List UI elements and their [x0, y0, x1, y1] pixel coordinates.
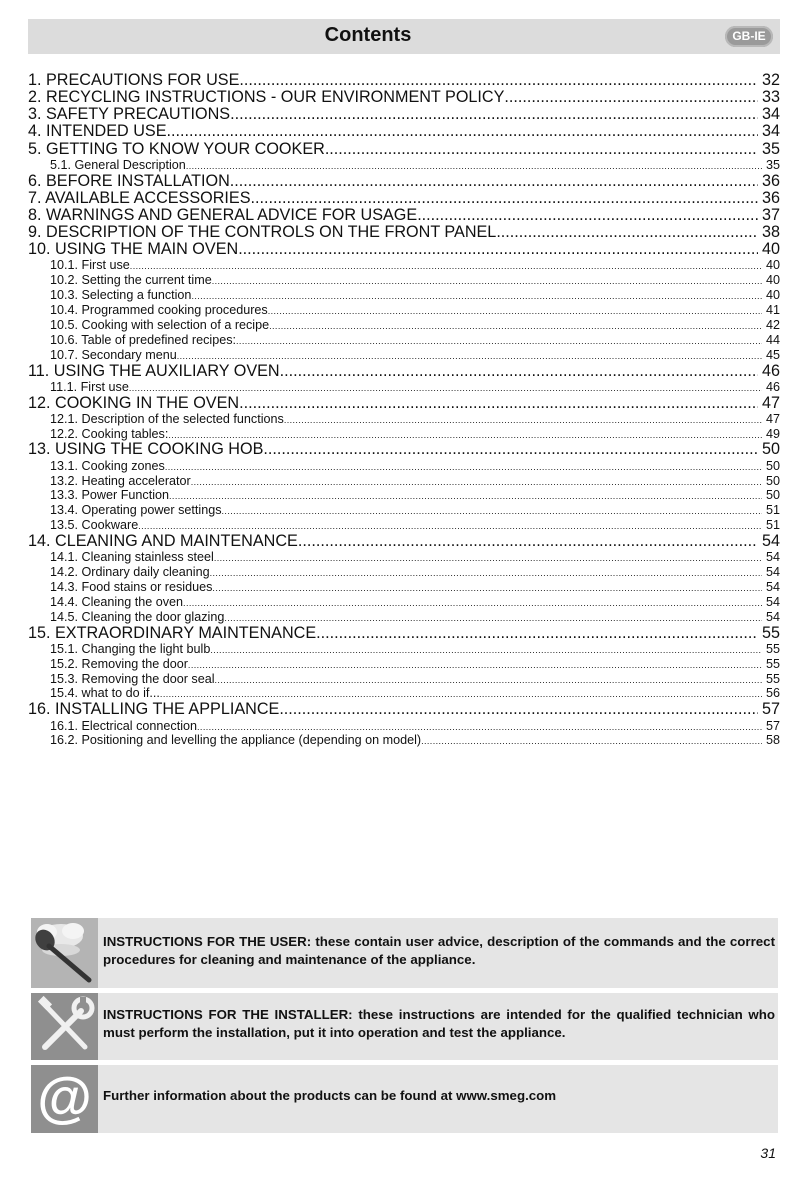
toc-chapter-entry[interactable]: [28, 241, 780, 258]
toc-entry-page: 36: [761, 172, 780, 190]
toc-entry-page: 32: [761, 72, 780, 89]
toc-dot-leader: [268, 303, 762, 318]
toc-dot-leader: [212, 273, 762, 288]
toc-entry-title: 13.2. Heating accelerator: [50, 473, 191, 488]
toc-dot-leader: [186, 158, 762, 173]
toc-entry-page: 50: [765, 488, 780, 503]
toc-dot-leader: [230, 106, 758, 123]
toc-entry-title: 13.3. Power Function: [50, 488, 170, 503]
toc-entry-page: 50: [765, 473, 780, 488]
toc-entry-page: 54: [761, 533, 780, 551]
toc-chapter-entry[interactable]: [28, 173, 780, 190]
toc-dot-leader: [188, 657, 762, 672]
toc-entry-title: 3. SAFETY PRECAUTIONS: [28, 106, 231, 124]
toc-entry-title: 6. BEFORE INSTALLATION: [28, 172, 230, 190]
toc-dot-leader: [280, 363, 758, 380]
toc-entry-title: 16.1. Electrical connection: [50, 718, 198, 733]
toc-entry-title: 15.3. Removing the door seal: [50, 671, 215, 686]
toc-section-entry[interactable]: [28, 503, 780, 518]
toc-entry-page: 51: [765, 518, 780, 533]
toc-entry-title: 4. INTENDED USE: [28, 123, 167, 141]
toc-chapter-entry[interactable]: [28, 207, 780, 224]
toc-section-entry[interactable]: [28, 412, 780, 427]
toc-entry-page: 35: [765, 157, 780, 172]
toc-entry-title: 5. GETTING TO KNOW YOUR COOKER: [28, 140, 325, 158]
toc-dot-leader: [316, 625, 758, 642]
table-of-contents: [28, 72, 780, 748]
installer-instructions-box: [31, 993, 778, 1060]
toc-section-entry[interactable]: [28, 488, 780, 503]
user-instructions-box: [31, 918, 778, 988]
toc-section-entry[interactable]: [28, 427, 780, 442]
toc-chapter-entry[interactable]: [28, 224, 780, 241]
toc-chapter-entry[interactable]: [28, 533, 780, 550]
toc-entry-title: 10.3. Selecting a function: [50, 288, 192, 303]
toc-dot-leader: [130, 258, 762, 273]
toc-entry-page: 54: [765, 594, 780, 609]
toc-dot-leader: [421, 733, 762, 748]
toc-section-entry[interactable]: [28, 686, 780, 701]
toc-section-entry[interactable]: [28, 288, 780, 303]
toc-section-entry[interactable]: [28, 518, 780, 533]
toc-entry-title: 9. DESCRIPTION OF THE CONTROLS ON THE FRONT PANEL: [28, 224, 497, 242]
toc-entry-title: 10.6. Table of predefined recipes:: [50, 332, 237, 347]
page-number: 31: [760, 1145, 776, 1161]
toc-entry-title: 10.5. Cooking with selection of a recipe: [50, 317, 270, 332]
toc-entry-page: 40: [765, 258, 780, 273]
toc-chapter-entry[interactable]: [28, 190, 780, 207]
toc-entry-title: 8. WARNINGS AND GENERAL ADVICE FOR USAGE: [28, 206, 418, 224]
toc-section-entry[interactable]: [28, 380, 780, 395]
toc-entry-page: 55: [765, 641, 780, 656]
toc-dot-leader: [496, 224, 758, 241]
toc-dot-leader: [183, 595, 762, 610]
toc-dot-leader: [210, 642, 762, 657]
toc-section-entry[interactable]: [28, 733, 780, 748]
toc-entry-page: 41: [765, 302, 780, 317]
toc-entry-title: 12. COOKING IN THE OVEN: [28, 394, 240, 412]
toc-dot-leader: [215, 672, 762, 687]
toc-dot-leader: [263, 441, 758, 458]
toc-entry-page: 42: [765, 317, 780, 332]
toc-dot-leader: [251, 190, 758, 207]
toc-dot-leader: [239, 72, 758, 89]
toc-entry-title: 15.4. what to do if...: [50, 686, 160, 701]
toc-entry-title: 16. INSTALLING THE APPLIANCE: [28, 701, 280, 719]
toc-dot-leader: [160, 686, 762, 701]
toc-entry-title: 5.1. General Description: [50, 157, 186, 172]
page-title: Contents: [324, 24, 412, 46]
toc-section-entry[interactable]: [28, 459, 780, 474]
toc-entry-page: 56: [765, 686, 780, 701]
toc-chapter-entry[interactable]: [28, 701, 780, 718]
installer-instructions-text: INSTRUCTIONS FOR THE INSTALLER: these instructions are intended for the qualified technician who must perform the installation, put it into operation and test the appliance.: [103, 1007, 775, 1040]
toc-section-entry[interactable]: [28, 333, 780, 348]
toc-entry-title: 10.7. Secondary menu: [50, 347, 177, 362]
toc-dot-leader: [224, 610, 762, 625]
toc-section-entry[interactable]: [28, 550, 780, 565]
toc-chapter-entry[interactable]: [28, 625, 780, 642]
toc-section-entry[interactable]: [28, 580, 780, 595]
toc-section-entry[interactable]: [28, 273, 780, 288]
toc-entry-title: 13.5. Cookware: [50, 518, 139, 533]
toc-dot-leader: [177, 348, 762, 363]
toc-entry-title: 14.5. Cleaning the door glazing: [50, 609, 225, 624]
toc-entry-title: 13. USING THE COOKING HOB: [28, 441, 264, 459]
toc-entry-title: 7. AVAILABLE ACCESSORIES: [28, 189, 251, 207]
toc-entry-title: 13.4. Operating power settings: [50, 503, 222, 518]
toc-section-entry[interactable]: [28, 158, 780, 173]
tools-icon: [31, 993, 98, 1060]
toc-entry-title: 16.2. Positioning and levelling the appliance (depending on model): [50, 733, 422, 748]
toc-chapter-entry[interactable]: [28, 123, 780, 140]
toc-dot-leader: [238, 241, 758, 258]
chef-spoon-icon: [31, 918, 98, 988]
toc-entry-title: 10. USING THE MAIN OVEN: [28, 241, 239, 259]
at-sign-icon: @: [31, 1065, 98, 1133]
toc-dot-leader: [212, 580, 762, 595]
toc-entry-page: 40: [765, 288, 780, 303]
toc-entry-page: 47: [761, 394, 780, 412]
toc-entry-page: 54: [765, 580, 780, 594]
toc-entry-title: 1. PRECAUTIONS FOR USE: [28, 72, 240, 89]
toc-entry-page: 33: [761, 89, 780, 107]
toc-entry-page: 46: [761, 362, 780, 380]
toc-entry-title: 13.1. Cooking zones: [50, 458, 165, 473]
toc-entry-page: 34: [761, 106, 780, 124]
toc-entry-page: 46: [765, 379, 780, 394]
toc-entry-title: 14.2. Ordinary daily cleaning: [50, 565, 210, 580]
toc-entry-page: 55: [765, 671, 780, 686]
web-info-text[interactable]: Further information about the products can be found at www.smeg.com: [103, 1088, 557, 1103]
toc-entry-page: 38: [761, 224, 780, 242]
toc-section-entry[interactable]: [28, 348, 780, 363]
toc-section-entry[interactable]: [28, 657, 780, 672]
toc-entry-title: 10.1. First use: [50, 258, 130, 273]
toc-chapter-entry[interactable]: [28, 72, 780, 89]
toc-entry-title: 11.1. First use: [50, 379, 129, 394]
toc-entry-title: 12.1. Description of the selected functions: [50, 411, 284, 426]
toc-entry-page: 36: [761, 189, 780, 207]
toc-dot-leader: [214, 550, 762, 565]
toc-entry-page: 37: [761, 206, 780, 224]
toc-dot-leader: [279, 701, 758, 718]
toc-entry-page: 55: [761, 624, 780, 642]
toc-entry-page: 50: [761, 441, 780, 459]
toc-chapter-entry[interactable]: [28, 395, 780, 412]
toc-section-entry[interactable]: [28, 719, 780, 734]
toc-entry-page: 54: [765, 565, 780, 580]
toc-dot-leader: [239, 395, 758, 412]
toc-entry-title: 15. EXTRAORDINARY MAINTENANCE: [28, 624, 317, 642]
toc-entry-page: 34: [761, 123, 780, 141]
toc-section-entry[interactable]: [28, 474, 780, 489]
toc-dot-leader: [167, 123, 758, 140]
toc-dot-leader: [129, 380, 762, 395]
toc-dot-leader: [210, 565, 762, 580]
toc-entry-page: 35: [761, 140, 780, 158]
toc-section-entry[interactable]: [28, 258, 780, 273]
toc-dot-leader: [168, 427, 762, 442]
toc-entry-title: 10.4. Programmed cooking procedures: [50, 302, 268, 317]
web-info-box: [31, 1065, 778, 1133]
toc-entry-title: 2. RECYCLING INSTRUCTIONS - OUR ENVIRONMENT POLICY: [28, 89, 505, 107]
toc-dot-leader: [165, 459, 762, 474]
toc-entry-title: 15.1. Changing the light bulb: [50, 641, 211, 656]
toc-section-entry[interactable]: [28, 610, 780, 625]
toc-entry-page: 54: [765, 550, 780, 565]
toc-entry-page: 49: [765, 426, 780, 441]
toc-entry-title: 14.3. Food stains or residues: [50, 580, 213, 594]
toc-entry-title: 14.1. Cleaning stainless steel: [50, 550, 214, 565]
toc-entry-page: 55: [765, 656, 780, 671]
toc-chapter-entry[interactable]: [28, 89, 780, 106]
language-badge: GB-IE: [725, 26, 773, 47]
toc-dot-leader: [417, 207, 758, 224]
toc-entry-title: 14.4. Cleaning the oven: [50, 594, 184, 609]
toc-section-entry[interactable]: [28, 672, 780, 687]
toc-chapter-entry[interactable]: [28, 441, 780, 458]
toc-dot-leader: [284, 412, 762, 427]
toc-entry-page: 40: [761, 241, 780, 259]
contents-header: [28, 19, 780, 54]
toc-section-entry[interactable]: [28, 642, 780, 657]
toc-section-entry[interactable]: [28, 303, 780, 318]
toc-dot-leader: [298, 533, 758, 550]
toc-chapter-entry[interactable]: [28, 106, 780, 123]
toc-chapter-entry[interactable]: [28, 363, 780, 380]
toc-dot-leader: [197, 719, 762, 734]
toc-entry-page: 47: [765, 411, 780, 426]
toc-entry-page: 45: [765, 347, 780, 362]
toc-section-entry[interactable]: [28, 595, 780, 610]
toc-dot-leader: [222, 503, 762, 518]
toc-dot-leader: [236, 333, 762, 348]
toc-entry-title: 14. CLEANING AND MAINTENANCE: [28, 533, 298, 551]
toc-entry-page: 51: [765, 503, 780, 518]
toc-entry-page: 58: [765, 733, 780, 748]
toc-dot-leader: [504, 89, 758, 106]
toc-entry-page: 44: [765, 332, 780, 347]
toc-entry-page: 54: [765, 609, 780, 624]
toc-entry-title: 12.2. Cooking tables:: [50, 426, 169, 441]
toc-dot-leader: [169, 488, 762, 503]
toc-dot-leader: [191, 474, 762, 489]
toc-entry-page: 50: [765, 458, 780, 473]
toc-entry-title: 11. USING THE AUXILIARY OVEN: [28, 362, 280, 380]
toc-entry-page: 57: [765, 718, 780, 733]
toc-dot-leader: [138, 518, 762, 533]
toc-chapter-entry[interactable]: [28, 141, 780, 158]
toc-entry-page: 57: [761, 701, 780, 719]
toc-dot-leader: [325, 141, 758, 158]
toc-section-entry[interactable]: [28, 318, 780, 333]
toc-section-entry[interactable]: [28, 565, 780, 580]
toc-dot-leader: [191, 288, 762, 303]
user-instructions-text: INSTRUCTIONS FOR THE USER: these contain user advice, description of the commands and the correct procedures for cleaning and maintenance of the appliance.: [103, 934, 775, 967]
toc-dot-leader: [230, 173, 758, 190]
toc-dot-leader: [269, 318, 762, 333]
toc-entry-title: 10.2. Setting the current time: [50, 273, 212, 288]
toc-entry-page: 40: [765, 273, 780, 288]
toc-entry-title: 15.2. Removing the door: [50, 656, 188, 671]
